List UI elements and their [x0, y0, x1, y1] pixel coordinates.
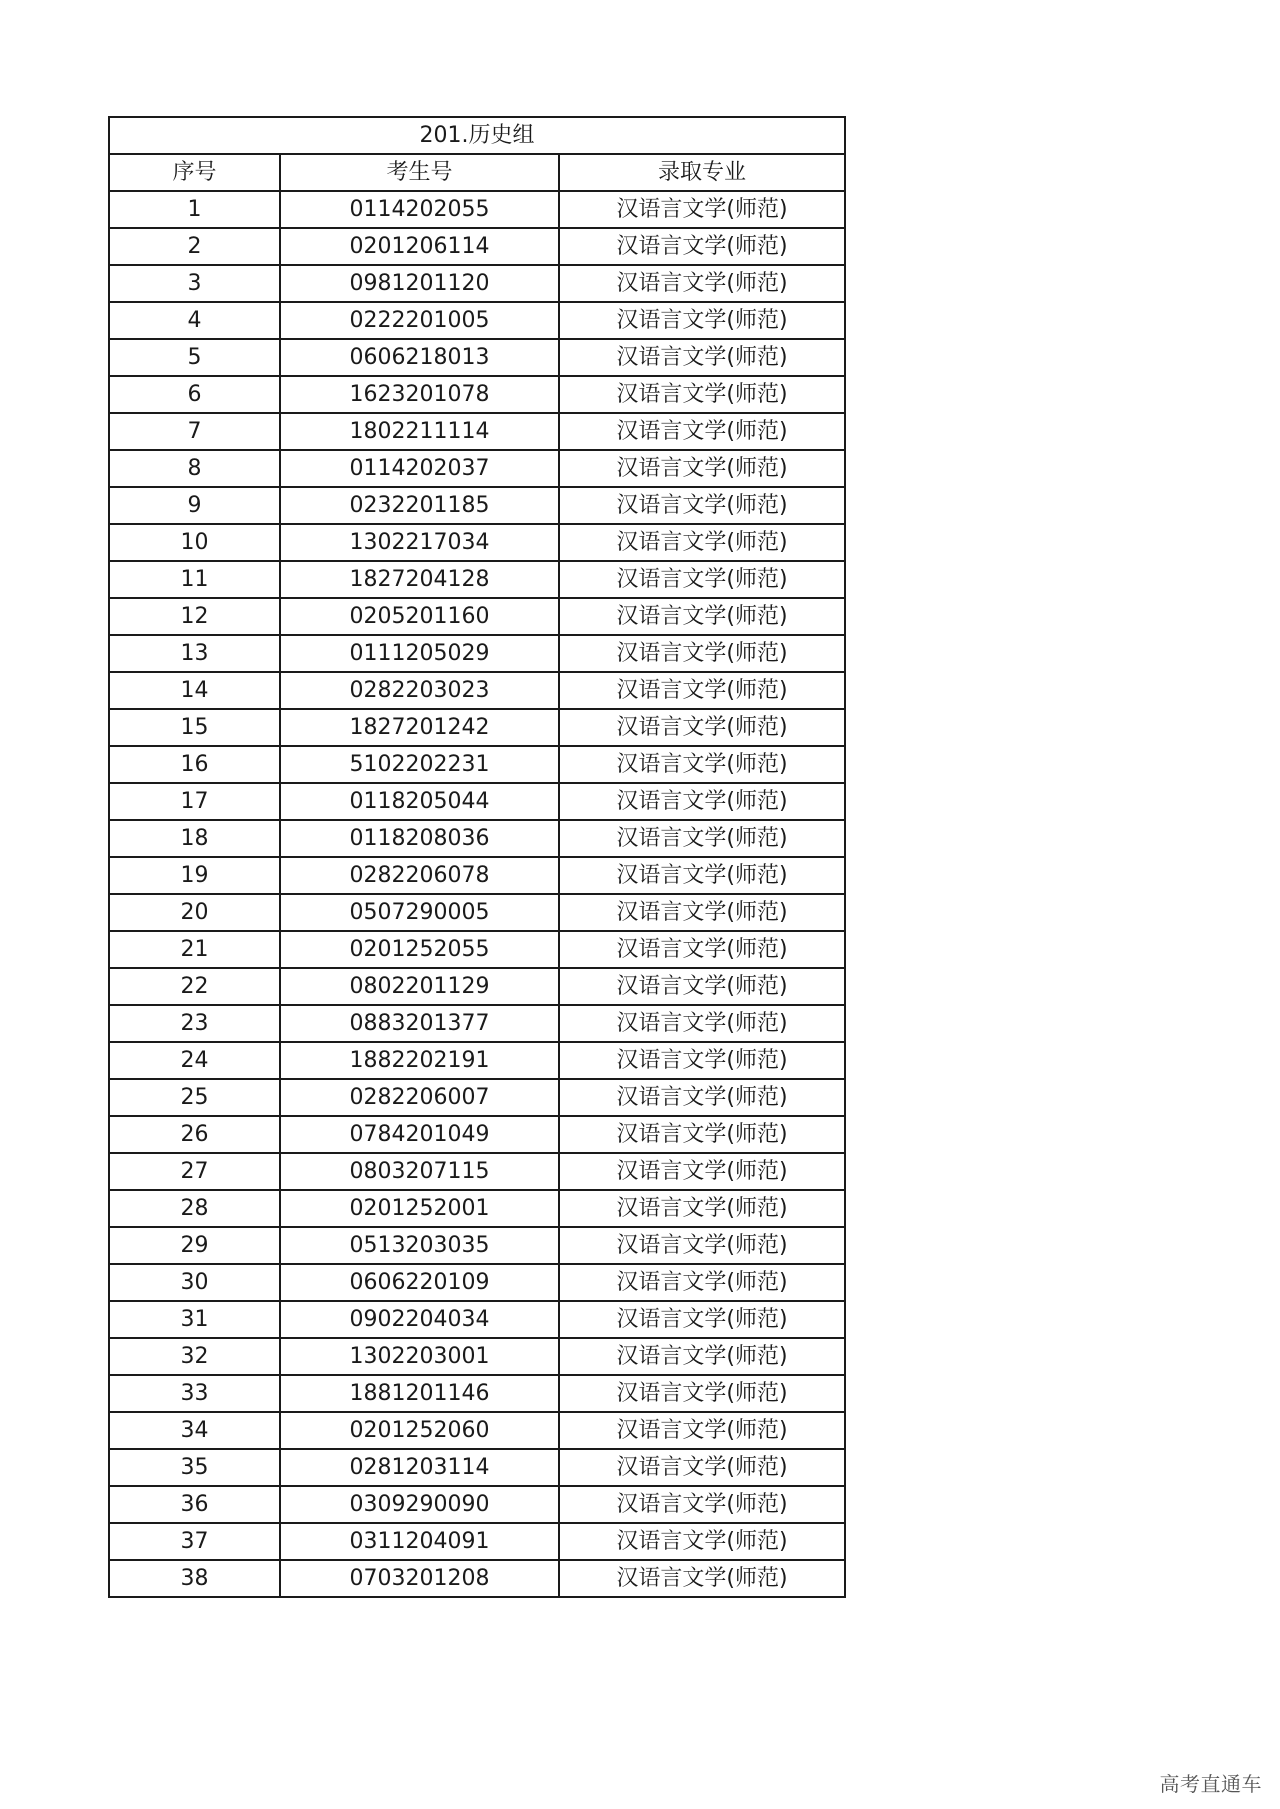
cell-exam-number: 1802211114 [280, 413, 559, 450]
cell-index: 19 [109, 857, 280, 894]
cell-exam-number: 0201252001 [280, 1190, 559, 1227]
cell-index: 32 [109, 1338, 280, 1375]
cell-major: 汉语言文学(师范) [559, 857, 845, 894]
table-row [109, 1190, 845, 1227]
cell-major: 汉语言文学(师范) [559, 1523, 845, 1560]
cell-exam-number: 0606218013 [280, 339, 559, 376]
cell-index: 2 [109, 228, 280, 265]
column-header-index: 序号 [109, 154, 280, 191]
cell-exam-number: 0232201185 [280, 487, 559, 524]
cell-exam-number: 0118205044 [280, 783, 559, 820]
cell-index: 25 [109, 1079, 280, 1116]
cell-index: 31 [109, 1301, 280, 1338]
cell-major: 汉语言文学(师范) [559, 894, 845, 931]
table-row [109, 191, 845, 228]
cell-exam-number: 0803207115 [280, 1153, 559, 1190]
cell-index: 21 [109, 931, 280, 968]
cell-exam-number: 0114202037 [280, 450, 559, 487]
cell-index: 38 [109, 1560, 280, 1597]
cell-index: 34 [109, 1412, 280, 1449]
cell-index: 15 [109, 709, 280, 746]
cell-major: 汉语言文学(师范) [559, 1042, 845, 1079]
table-row [109, 672, 845, 709]
cell-exam-number: 0802201129 [280, 968, 559, 1005]
table-row [109, 376, 845, 413]
table-row [109, 1523, 845, 1560]
cell-major: 汉语言文学(师范) [559, 672, 845, 709]
cell-major: 汉语言文学(师范) [559, 1301, 845, 1338]
table-row [109, 487, 845, 524]
cell-major: 汉语言文学(师范) [559, 1560, 845, 1597]
cell-exam-number: 0784201049 [280, 1116, 559, 1153]
cell-index: 37 [109, 1523, 280, 1560]
cell-major: 汉语言文学(师范) [559, 191, 845, 228]
table-row [109, 265, 845, 302]
table-row [109, 968, 845, 1005]
cell-major: 汉语言文学(师范) [559, 1486, 845, 1523]
cell-major: 汉语言文学(师范) [559, 1005, 845, 1042]
cell-index: 13 [109, 635, 280, 672]
table-title-row [109, 117, 845, 154]
cell-index: 1 [109, 191, 280, 228]
table-title: 201.历史组 [109, 117, 845, 154]
cell-exam-number: 1882202191 [280, 1042, 559, 1079]
cell-major: 汉语言文学(师范) [559, 302, 845, 339]
cell-index: 29 [109, 1227, 280, 1264]
table-row [109, 635, 845, 672]
cell-exam-number: 0282206078 [280, 857, 559, 894]
cell-exam-number: 1302203001 [280, 1338, 559, 1375]
cell-exam-number: 0981201120 [280, 265, 559, 302]
cell-index: 26 [109, 1116, 280, 1153]
table-row [109, 1227, 845, 1264]
table-row [109, 339, 845, 376]
cell-exam-number: 0205201160 [280, 598, 559, 635]
cell-major: 汉语言文学(师范) [559, 968, 845, 1005]
cell-major: 汉语言文学(师范) [559, 1375, 845, 1412]
table-row [109, 1449, 845, 1486]
cell-major: 汉语言文学(师范) [559, 265, 845, 302]
watermark: 高考直通车 [1159, 1772, 1262, 1796]
admission-table [108, 116, 846, 1598]
cell-major: 汉语言文学(师范) [559, 524, 845, 561]
table-row [109, 1042, 845, 1079]
cell-index: 3 [109, 265, 280, 302]
cell-index: 14 [109, 672, 280, 709]
cell-major: 汉语言文学(师范) [559, 1116, 845, 1153]
cell-exam-number: 0201252060 [280, 1412, 559, 1449]
table-row [109, 820, 845, 857]
cell-index: 33 [109, 1375, 280, 1412]
table-row [109, 1486, 845, 1523]
table-row [109, 746, 845, 783]
table-row [109, 598, 845, 635]
cell-index: 17 [109, 783, 280, 820]
cell-major: 汉语言文学(师范) [559, 376, 845, 413]
cell-index: 35 [109, 1449, 280, 1486]
cell-major: 汉语言文学(师范) [559, 561, 845, 598]
cell-index: 12 [109, 598, 280, 635]
table-row [109, 450, 845, 487]
cell-major: 汉语言文学(师范) [559, 228, 845, 265]
table-row [109, 894, 845, 931]
table-row [109, 1153, 845, 1190]
table-row [109, 1005, 845, 1042]
table-row [109, 1079, 845, 1116]
cell-exam-number: 1302217034 [280, 524, 559, 561]
cell-exam-number: 0282203023 [280, 672, 559, 709]
column-header-exam-number: 考生号 [280, 154, 559, 191]
cell-exam-number: 0222201005 [280, 302, 559, 339]
table-row [109, 228, 845, 265]
cell-exam-number: 0507290005 [280, 894, 559, 931]
table-body [109, 191, 845, 1597]
cell-exam-number: 1827201242 [280, 709, 559, 746]
cell-major: 汉语言文学(师范) [559, 1449, 845, 1486]
cell-major: 汉语言文学(师范) [559, 709, 845, 746]
cell-exam-number: 0513203035 [280, 1227, 559, 1264]
cell-index: 6 [109, 376, 280, 413]
cell-index: 4 [109, 302, 280, 339]
cell-exam-number: 0311204091 [280, 1523, 559, 1560]
cell-major: 汉语言文学(师范) [559, 783, 845, 820]
table-row [109, 1560, 845, 1597]
table-row [109, 1375, 845, 1412]
cell-exam-number: 0201206114 [280, 228, 559, 265]
cell-major: 汉语言文学(师范) [559, 1227, 845, 1264]
table-row [109, 302, 845, 339]
cell-index: 8 [109, 450, 280, 487]
cell-major: 汉语言文学(师范) [559, 746, 845, 783]
cell-exam-number: 0201252055 [280, 931, 559, 968]
cell-exam-number: 0111205029 [280, 635, 559, 672]
cell-index: 5 [109, 339, 280, 376]
table-row [109, 1412, 845, 1449]
cell-exam-number: 0606220109 [280, 1264, 559, 1301]
cell-major: 汉语言文学(师范) [559, 931, 845, 968]
cell-major: 汉语言文学(师范) [559, 413, 845, 450]
cell-major: 汉语言文学(师范) [559, 1153, 845, 1190]
cell-index: 18 [109, 820, 280, 857]
cell-index: 7 [109, 413, 280, 450]
cell-index: 11 [109, 561, 280, 598]
table-row [109, 413, 845, 450]
table-row [109, 931, 845, 968]
table-row [109, 857, 845, 894]
cell-exam-number: 1827204128 [280, 561, 559, 598]
cell-index: 28 [109, 1190, 280, 1227]
cell-exam-number: 0118208036 [280, 820, 559, 857]
cell-index: 16 [109, 746, 280, 783]
table-header-row [109, 154, 845, 191]
table-row [109, 561, 845, 598]
table-row [109, 1264, 845, 1301]
cell-major: 汉语言文学(师范) [559, 1264, 845, 1301]
column-header-major: 录取专业 [559, 154, 845, 191]
cell-index: 36 [109, 1486, 280, 1523]
cell-index: 30 [109, 1264, 280, 1301]
cell-exam-number: 0114202055 [280, 191, 559, 228]
cell-exam-number: 0282206007 [280, 1079, 559, 1116]
cell-major: 汉语言文学(师范) [559, 1079, 845, 1116]
cell-index: 22 [109, 968, 280, 1005]
cell-major: 汉语言文学(师范) [559, 1338, 845, 1375]
cell-exam-number: 0281203114 [280, 1449, 559, 1486]
cell-major: 汉语言文学(师范) [559, 487, 845, 524]
cell-major: 汉语言文学(师范) [559, 339, 845, 376]
cell-index: 23 [109, 1005, 280, 1042]
table-row [109, 1338, 845, 1375]
cell-index: 10 [109, 524, 280, 561]
cell-exam-number: 0883201377 [280, 1005, 559, 1042]
cell-major: 汉语言文学(师范) [559, 1190, 845, 1227]
cell-exam-number: 1623201078 [280, 376, 559, 413]
table-row [109, 1301, 845, 1338]
table-row [109, 709, 845, 746]
cell-exam-number: 0309290090 [280, 1486, 559, 1523]
cell-index: 27 [109, 1153, 280, 1190]
cell-major: 汉语言文学(师范) [559, 450, 845, 487]
table-row [109, 1116, 845, 1153]
cell-major: 汉语言文学(师范) [559, 635, 845, 672]
cell-exam-number: 0703201208 [280, 1560, 559, 1597]
cell-index: 9 [109, 487, 280, 524]
cell-exam-number: 1881201146 [280, 1375, 559, 1412]
table-row [109, 524, 845, 561]
cell-major: 汉语言文学(师范) [559, 1412, 845, 1449]
table-row [109, 783, 845, 820]
cell-major: 汉语言文学(师范) [559, 820, 845, 857]
cell-index: 24 [109, 1042, 280, 1079]
cell-exam-number: 0902204034 [280, 1301, 559, 1338]
cell-index: 20 [109, 894, 280, 931]
cell-exam-number: 5102202231 [280, 746, 559, 783]
cell-major: 汉语言文学(师范) [559, 598, 845, 635]
